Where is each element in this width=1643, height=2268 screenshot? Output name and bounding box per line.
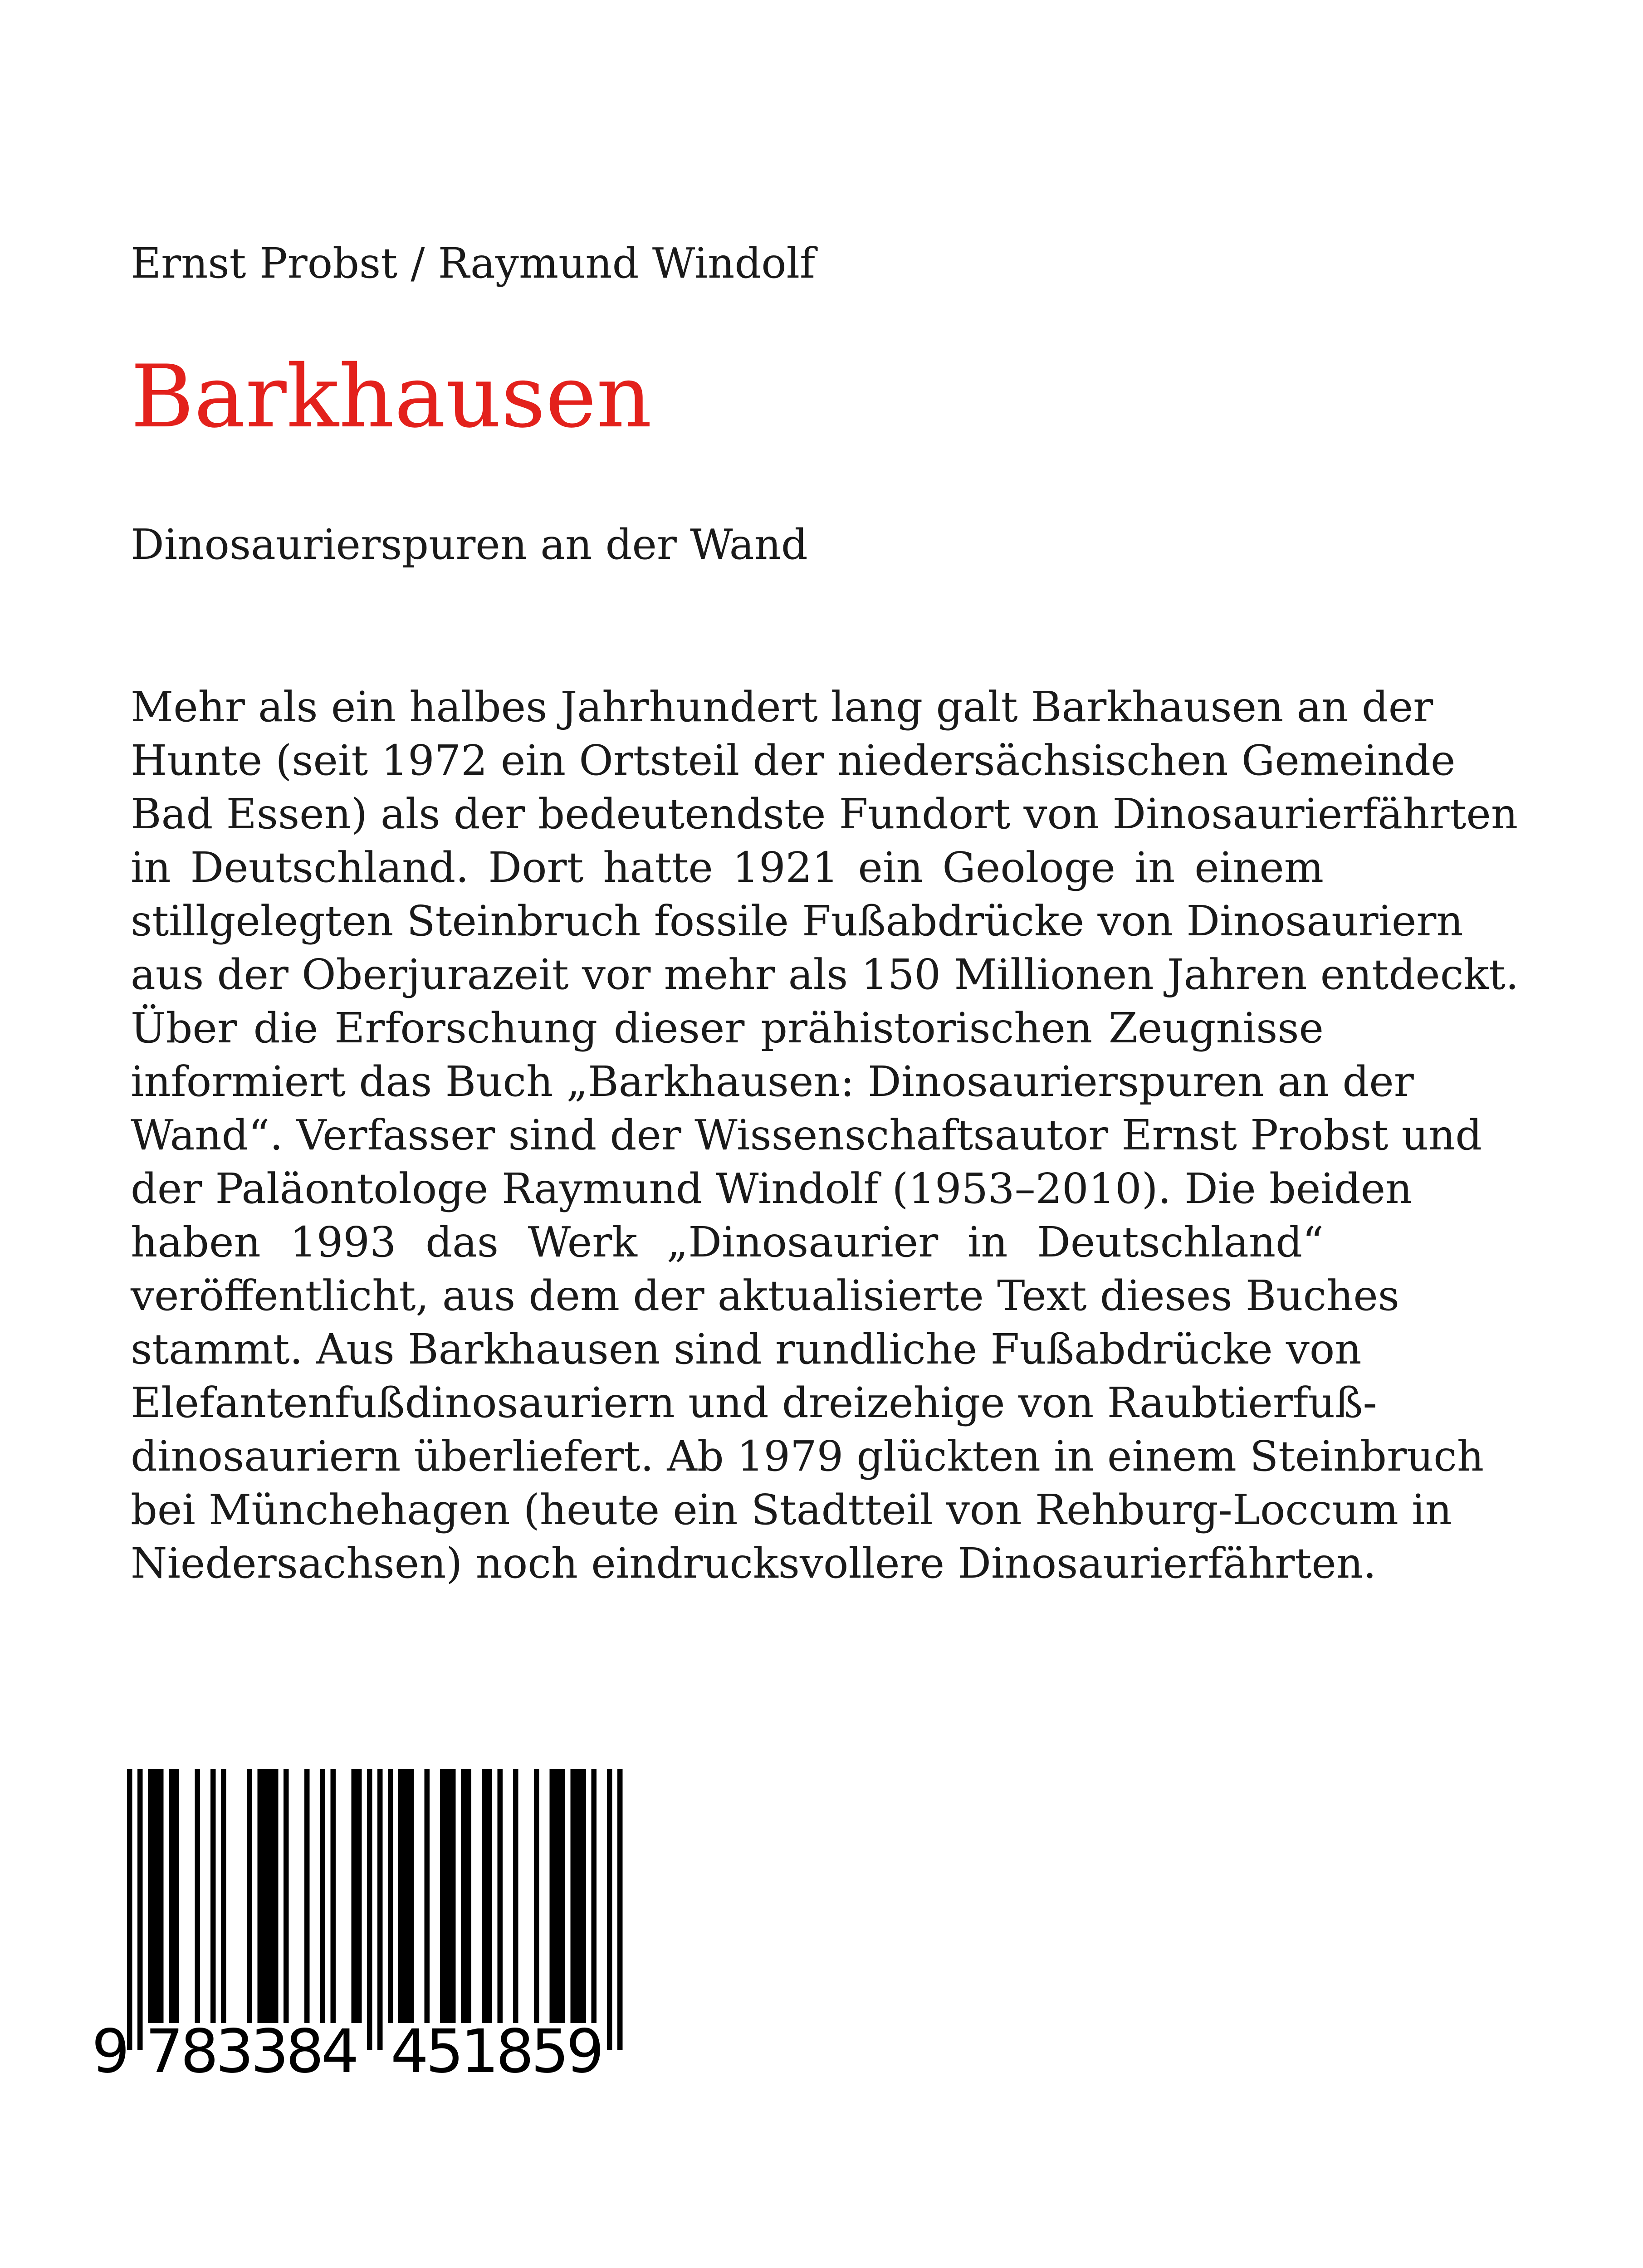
barcode-bar [440,1769,445,2023]
blurb-line: haben 1993 das Werk „Dinosaurier in Deutschland“ [131,1218,1324,1266]
barcode-lead-digit: 9 [92,2017,130,2077]
barcode-bar [331,1769,336,2023]
blurb-line: Bad Essen) als der bedeutendste Fundort von Dinosaurierfährten [131,790,1518,838]
author-names: Ernst Probst / Raymund Windolf [131,239,816,288]
blurb-line: der Paläontologe Raymund Windolf (1953–2010). Die beiden [131,1164,1413,1213]
barcode-bar [377,1769,383,2050]
barcode-bar [153,1769,159,2023]
barcode-bar [487,1769,493,2023]
barcode-bar [498,1769,503,2023]
barcode-bar [482,1769,487,2023]
barcode-bar [268,1769,274,2023]
barcode-graphic [91,1769,671,2077]
barcode-bar [445,1769,451,2023]
barcode-bar [273,1769,279,2023]
barcode-bar [592,1769,597,2023]
barcode-bar [607,1769,612,2050]
barcode-bar [388,1769,393,2023]
barcode-bar [550,1769,555,2023]
barcode-bar [461,1769,466,2023]
barcode-bar [571,1769,576,2023]
barcode-bar [576,1769,581,2023]
barcode-bar [320,1769,326,2023]
blurb-line: veröffentlicht, aus dem der aktualisierte Text dieses Buches [131,1271,1400,1320]
barcode-bar [304,1769,310,2023]
barcode-bar [404,1769,409,2023]
barcode-bar [127,1769,132,2050]
barcode-bar [258,1769,263,2023]
blurb-line: informiert das Buch „Barkhausen: Dinosaurierspuren an der [131,1057,1414,1106]
blurb-line: Hunte (seit 1972 ein Ortsteil der niedersächsischen Gemeinde [131,736,1456,785]
barcode-bar [555,1769,560,2023]
blurb-line: Über die Erforschung dieser prähistorischen Zeugnisse [131,1004,1324,1052]
barcode-bar [210,1769,216,2023]
barcode-bar [513,1769,518,2023]
barcode-bar [169,1769,174,2023]
barcode-bar [409,1769,414,2023]
barcode-bar [367,1769,372,2050]
isbn-barcode [91,1769,671,2077]
barcode-left-digits: 783384 [145,2017,359,2077]
barcode-bar [425,1769,430,2023]
blurb-line: stammt. Aus Barkhausen sind rundliche Fußabdrücke von [131,1325,1362,1374]
barcode-bar [158,1769,164,2023]
blurb-line: Elefantenfußdinosauriern und dreizehige von Raubtierfuß- [131,1378,1377,1427]
blurb-line: aus der Oberjurazeit vor mehr als 150 Millionen Jahren entdeckt. [131,950,1519,999]
barcode-bar [263,1769,268,2023]
barcode-bar [247,1769,253,2023]
blurb-line: bei Münchehagen (heute ein Stadtteil von Rehburg-Loccum in [131,1486,1452,1534]
barcode-bar [357,1769,362,2023]
blurb-text [131,680,1519,1590]
barcode-bar [534,1769,539,2023]
barcode-bar [284,1769,289,2023]
barcode-bar [466,1769,472,2023]
barcode-bar [352,1769,357,2023]
book-title: Barkhausen [131,347,652,447]
barcode-bars [127,1769,623,2050]
blurb-line: Mehr als ein halbes Jahrhundert lang galt Barkhausen an der [131,683,1433,731]
barcode-bar [450,1769,456,2023]
blurb-line: Wand“. Verfasser sind der Wissenschaftsautor Ernst Probst und [131,1111,1482,1159]
barcode-bar [195,1769,200,2023]
barcode-bar [398,1769,404,2023]
barcode-bar [148,1769,153,2023]
barcode-bar [581,1769,587,2023]
barcode-right-digits: 451859 [391,2017,604,2077]
barcode-bar [560,1769,566,2023]
barcode-bar [137,1769,143,2050]
blurb-line: dinosauriern überliefert. Ab 1979 glückten in einem Steinbruch [131,1432,1484,1481]
blurb-line: stillgelegten Steinbruch fossile Fußabdrücke von Dinosauriern [131,897,1463,945]
blurb-line: in Deutschland. Dort hatte 1921 ein Geologe in einem [131,843,1324,892]
barcode-bar [221,1769,226,2023]
blurb-line: Niedersachsen) noch eindrucksvollere Dinosaurierfährten. [131,1539,1377,1588]
barcode-bar [617,1769,623,2050]
barcode-bar [174,1769,180,2023]
book-subtitle: Dinosaurierspuren an der Wand [131,520,808,569]
